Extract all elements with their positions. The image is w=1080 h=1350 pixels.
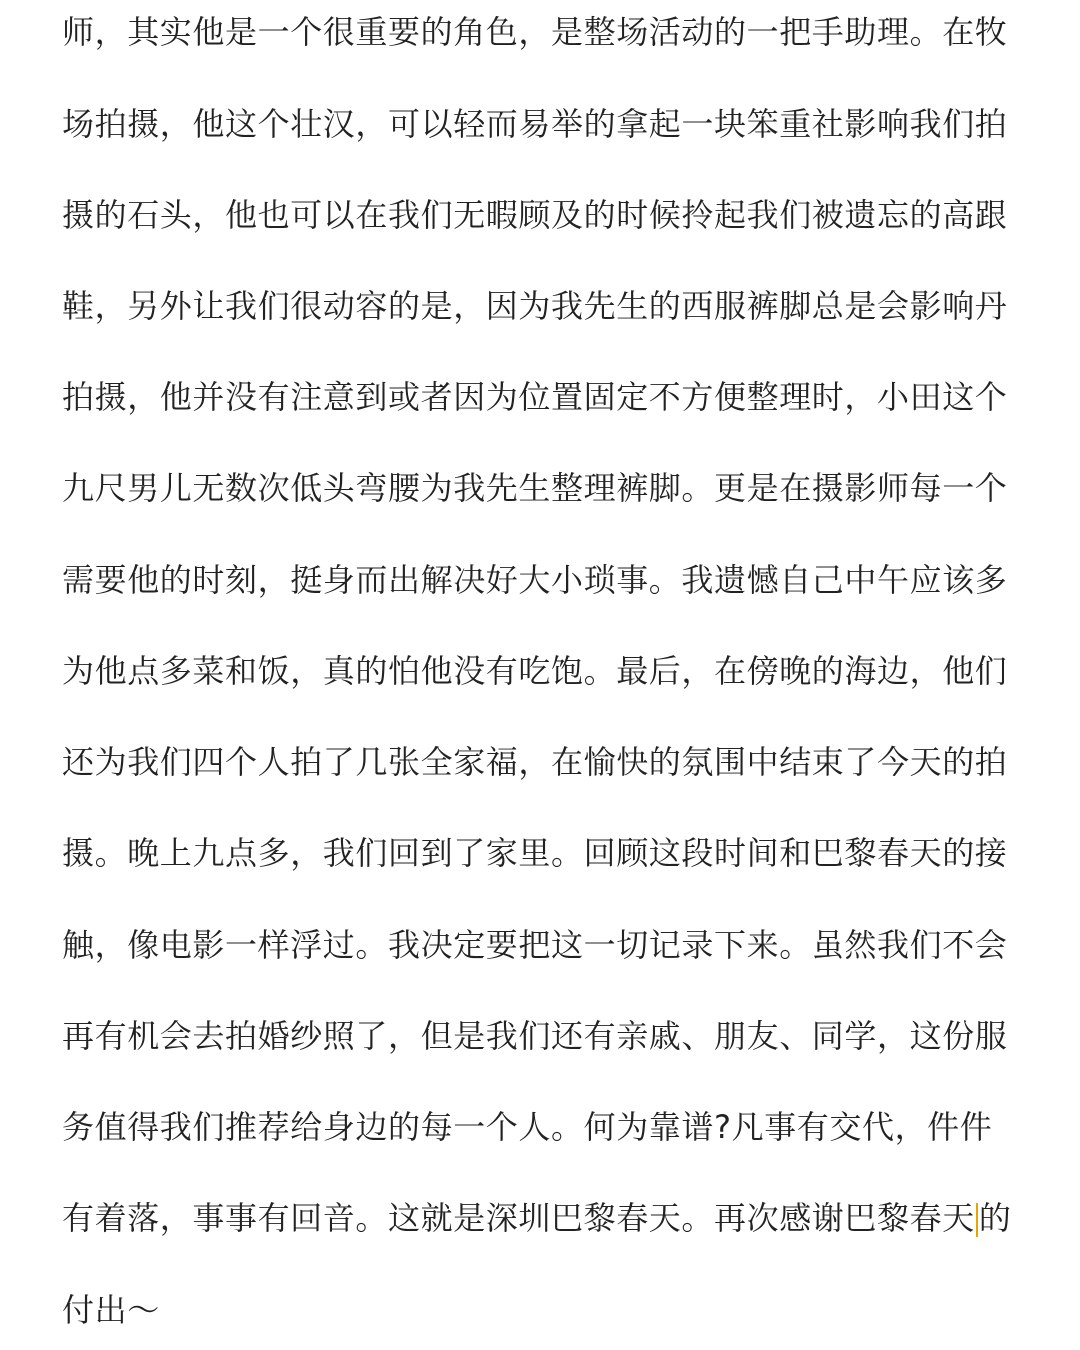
text-line-with-caret[interactable] bbox=[62, 1190, 1011, 1246]
text-line: 九尺男儿无数次低头弯腰为我先生整理裤脚。更是在摄影师每一个 bbox=[62, 469, 1008, 507]
text-segment: 的 bbox=[978, 1199, 1012, 1237]
text-line: 务值得我们推荐给身边的每一个人。何为靠谱?凡事有交代，件件 bbox=[62, 1108, 993, 1146]
text-line: 还为我们四个人拍了几张全家福，在愉快的氛围中结束了今天的拍 bbox=[62, 743, 1008, 781]
text-line: 触，像电影一样浮过。我决定要把这一切记录下来。虽然我们不会 bbox=[62, 926, 1008, 964]
text-line: 为他点多菜和饭，真的怕他没有吃饱。最后，在傍晚的海边，他们 bbox=[62, 652, 1008, 690]
text-line: 需要他的时刻，挺身而出解决好大小琐事。我遗憾自己中午应该多 bbox=[62, 561, 1008, 599]
text-line: 摄的石头，他也可以在我们无暇顾及的时候拎起我们被遗忘的高跟 bbox=[62, 196, 1008, 234]
text-document bbox=[62, 0, 1052, 1350]
text-line: 付出～ bbox=[62, 1291, 160, 1329]
text-line: 再有机会去拍婚纱照了，但是我们还有亲戚、朋友、同学，这份服 bbox=[62, 1017, 1008, 1055]
text-line: 师，其实他是一个很重要的角色，是整场活动的一把手助理。在牧 bbox=[62, 13, 1008, 51]
text-line: 场拍摄，他这个壮汉，可以轻而易举的拿起一块笨重社影响我们拍 bbox=[62, 105, 1008, 143]
text-line: 拍摄，他并没有注意到或者因为位置固定不方便整理时，小田这个 bbox=[62, 378, 1008, 416]
text-line: 摄。晚上九点多，我们回到了家里。回顾这段时间和巴黎春天的接 bbox=[62, 834, 1008, 872]
text-segment: 有着落，事事有回音。这就是深圳巴黎春天。再次感谢巴黎春天 bbox=[62, 1199, 975, 1237]
text-line: 鞋，另外让我们很动容的是，因为我先生的西服裤脚总是会影响丹 bbox=[62, 287, 1008, 325]
text-cursor bbox=[976, 1203, 978, 1237]
